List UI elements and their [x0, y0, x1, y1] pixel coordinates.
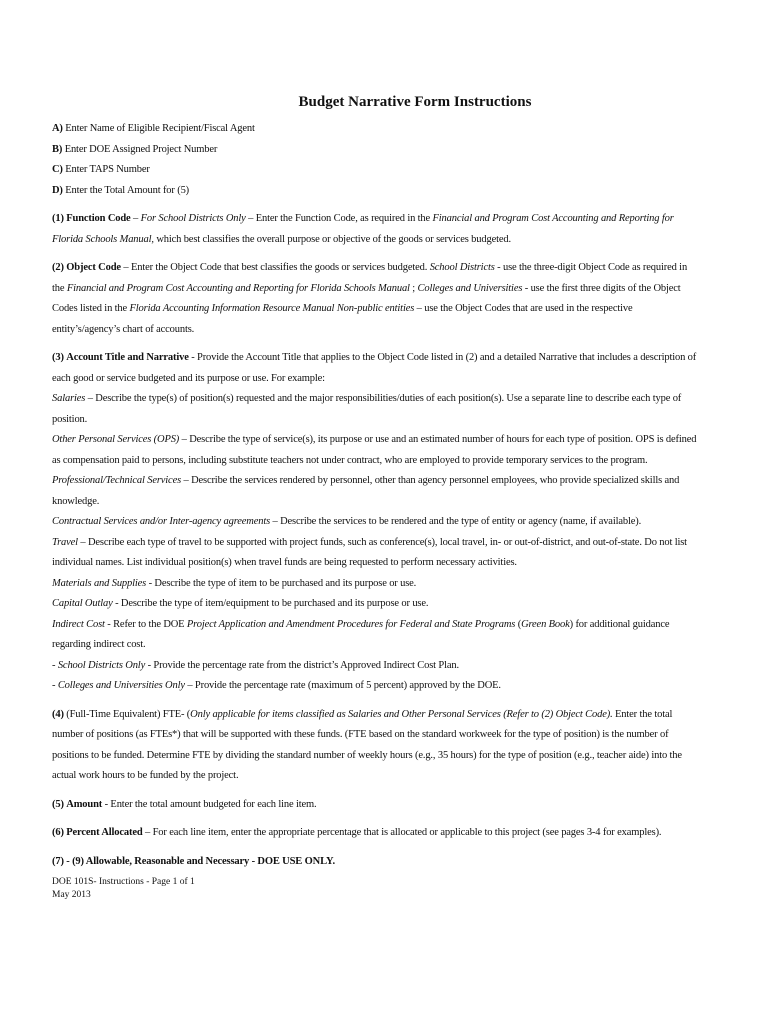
section-2-line-3	[52, 299, 740, 320]
section-3-line-1	[52, 348, 740, 369]
section-4-text: Enter the total	[612, 708, 673, 720]
example-label: School Districts Only	[57, 659, 146, 671]
footer-date: May 2013	[52, 890, 91, 900]
example-label: Materials and Supplies	[52, 577, 147, 589]
example-materials	[52, 574, 740, 595]
example-text: - Describe the type of item to be purchased and its purpose or use.	[146, 577, 417, 589]
example-text: – Describe the type(s) of position(s) requested and the major responsibilities/duties of each position(s). Use a separate line to describe each type of	[85, 393, 682, 404]
section-1-number: (1)	[52, 213, 64, 224]
section-2-text: the	[52, 282, 67, 294]
example-school-districts	[52, 656, 740, 677]
example-italic: Green Book	[521, 618, 570, 630]
intro-text-c: Enter TAPS Number	[65, 164, 150, 175]
example-text: knowledge.	[52, 495, 100, 507]
section-2-text: – Enter the Object Code that best classifies the goods or services budgeted.	[120, 262, 430, 273]
intro-text-b: Enter DOE Assigned Project Number	[64, 143, 218, 155]
section-1-italic: Florida Schools Manual,	[52, 233, 154, 245]
section-4-line-4	[52, 766, 740, 787]
section-3-heading: Account Title and Narrative	[66, 352, 189, 363]
example-text: – Describe each type of travel to be supported with project funds, such as conference(s), local travel, in- or out-of-district, and out-of-state. Do not list	[77, 536, 687, 548]
section-2-heading: Object Code	[66, 262, 121, 273]
example-text: - Refer to the DOE	[104, 618, 187, 630]
example-label: Indirect Cost	[52, 618, 105, 630]
footer-form-id: DOE 101S- Instructions - Page 1 of 1	[52, 877, 195, 887]
section-4-text: number of positions (as FTEs*) that will be supported with these funds. (FTE based on the standard workweek for the type of position) is the number of	[52, 729, 669, 740]
example-text: as compensation paid to persons, including substitute teachers not under contract, who are employed to provide temporary services to the program.	[52, 454, 648, 466]
example-text: - Provide the percentage rate from the district’s Approved Indirect Cost Plan.	[145, 659, 459, 671]
section-2-text: entity’s/agency’s chart of accounts.	[52, 323, 195, 335]
section-2-text: Codes listed in the	[52, 303, 130, 314]
example-professional-cont	[52, 492, 740, 513]
intro-key-a: A)	[52, 123, 63, 134]
example-label: Contractual Services and/or Inter-agency agreements	[52, 516, 271, 527]
example-ops	[52, 430, 740, 451]
example-indirect	[52, 615, 740, 636]
section-6-text: – For each line item, enter the appropriate percentage that is allocated or applicable to this project (see pages 3-4 for examples).	[142, 827, 662, 838]
section-5-number: (5)	[52, 798, 64, 810]
section-1-italic: Financial and Program Cost Accounting and Reporting for	[432, 213, 674, 224]
example-colleges	[52, 676, 740, 697]
example-text: – Describe the services to be rendered and the type of entity or agency (name, if available).	[270, 516, 642, 527]
section-7-9-heading: (7) - (9) Allowable, Reasonable and Necessary - DOE USE ONLY.	[52, 855, 335, 867]
section-4-italic: Only applicable for items classified as Salaries and Other Personal Services (Refer to (2) Object Code).	[190, 708, 613, 720]
section-2-italic: School Districts	[429, 262, 495, 273]
section-4-number: (4)	[52, 708, 64, 720]
section-5	[52, 795, 740, 816]
example-travel-cont	[52, 553, 740, 574]
section-3-text: each good or service budgeted and its purpose or use. For example:	[52, 372, 325, 384]
section-6-heading: Percent Allocated	[66, 827, 143, 838]
section-4-line-2	[52, 725, 740, 746]
example-contractual	[52, 512, 740, 533]
section-3-number: (3)	[52, 352, 64, 363]
example-travel	[52, 533, 740, 554]
section-1-heading: Function Code	[66, 213, 131, 224]
example-text: ) for additional guidance	[569, 618, 670, 630]
section-4-line-3	[52, 746, 740, 767]
example-label: Capital Outlay	[52, 598, 113, 609]
example-label: Other Personal Services (OPS)	[52, 434, 180, 445]
page-title: Budget Narrative Form Instructions	[298, 94, 532, 110]
section-1-line-1	[52, 209, 740, 230]
example-text: – Describe the services rendered by personnel, other than agency personnel employees, who provide specialized skills and	[181, 475, 680, 486]
section-2-italic: Non-public entities	[336, 303, 415, 314]
section-6-number: (6)	[52, 827, 64, 838]
example-label: Colleges and Universities Only	[57, 680, 185, 691]
intro-item-c	[52, 160, 740, 181]
example-text: (	[515, 618, 522, 630]
intro-key-d: D)	[52, 184, 63, 196]
intro-item-d	[52, 181, 740, 202]
section-1-italic: For School Districts Only	[140, 213, 246, 224]
section-7-9	[52, 852, 740, 873]
section-4-text: positions to be funded. Determine FTE by dividing the standard number of weekly hours (e.g., 35 hours) for the type of position (e.g., teacher aide) into the	[52, 749, 682, 761]
example-label: Professional/Technical Services	[52, 475, 182, 486]
example-text: regarding indirect cost.	[52, 639, 146, 650]
section-2-italic: Financial and Program Cost Accounting and Reporting for Florida Schools Manual	[66, 282, 410, 294]
section-2-line-4	[52, 320, 740, 341]
intro-item-b	[52, 140, 740, 161]
example-text: -	[52, 680, 58, 691]
section-2-italic: Colleges and Universities	[417, 282, 523, 294]
section-2-line-2	[52, 279, 740, 300]
example-text: individual names. List individual position(s) when travel funds are being requested to perform necessary activities.	[52, 557, 517, 568]
intro-text-a: Enter Name of Eligible Recipient/Fiscal Agent	[65, 123, 255, 134]
section-4-line-1	[52, 705, 740, 726]
example-salaries-cont	[52, 410, 740, 431]
example-professional	[52, 471, 740, 492]
intro-key-c: C)	[52, 164, 63, 175]
example-italic: Project Application and Amendment Procedures for Federal and State Programs	[186, 618, 516, 630]
example-text: - Describe the type of item/equipment to be purchased and its purpose or use.	[112, 598, 429, 609]
section-2-number: (2)	[52, 262, 64, 273]
section-1-line-2	[52, 230, 740, 251]
section-4-text: actual work hours to be funded by the project.	[52, 770, 239, 781]
section-6	[52, 823, 740, 844]
example-text: – Provide the percentage rate (maximum of 5 percent) approved by the DOE.	[184, 680, 501, 691]
example-text: – Describe the type of service(s), its purpose or use and an estimated number of hours for each type of position. OPS is defined	[179, 434, 697, 445]
section-3-line-2	[52, 369, 740, 390]
section-2-text: ;	[409, 282, 418, 294]
section-3-text: - Provide the Account Title that applies to the Object Code listed in (2) and a detailed Narrative that includes a description of	[188, 352, 697, 363]
example-salaries	[52, 389, 740, 410]
example-label: Travel	[52, 536, 78, 548]
section-2-text: - use the first three digits of the Object	[522, 282, 681, 294]
section-5-heading: Amount	[66, 798, 103, 810]
section-4-text: (Full-Time Equivalent) FTE- (	[63, 708, 191, 720]
section-2-text: - use the three-digit Object Code as required in	[494, 262, 688, 273]
example-capital	[52, 594, 740, 615]
section-2-italic: Florida Accounting Information Resource Manual	[129, 303, 335, 314]
section-1-text: which best classifies the overall purpose or objective of the goods or services budgeted.	[153, 233, 511, 245]
intro-key-b: B)	[52, 143, 63, 155]
intro-text-d: Enter the Total Amount for (5)	[65, 184, 190, 196]
intro-item-a	[52, 119, 740, 140]
section-5-text: - Enter the total amount budgeted for each line item.	[102, 798, 317, 810]
example-label: Salaries	[52, 393, 86, 404]
section-2-text: – use the Object Codes that are used in the respective	[414, 303, 633, 314]
example-text: position.	[52, 413, 88, 425]
example-indirect-cont	[52, 635, 740, 656]
section-1-text: –	[130, 213, 141, 224]
section-1-text: – Enter the Function Code, as required in the	[245, 213, 433, 224]
example-ops-cont	[52, 451, 740, 472]
section-2-line-1	[52, 258, 740, 279]
example-text: -	[52, 659, 58, 671]
